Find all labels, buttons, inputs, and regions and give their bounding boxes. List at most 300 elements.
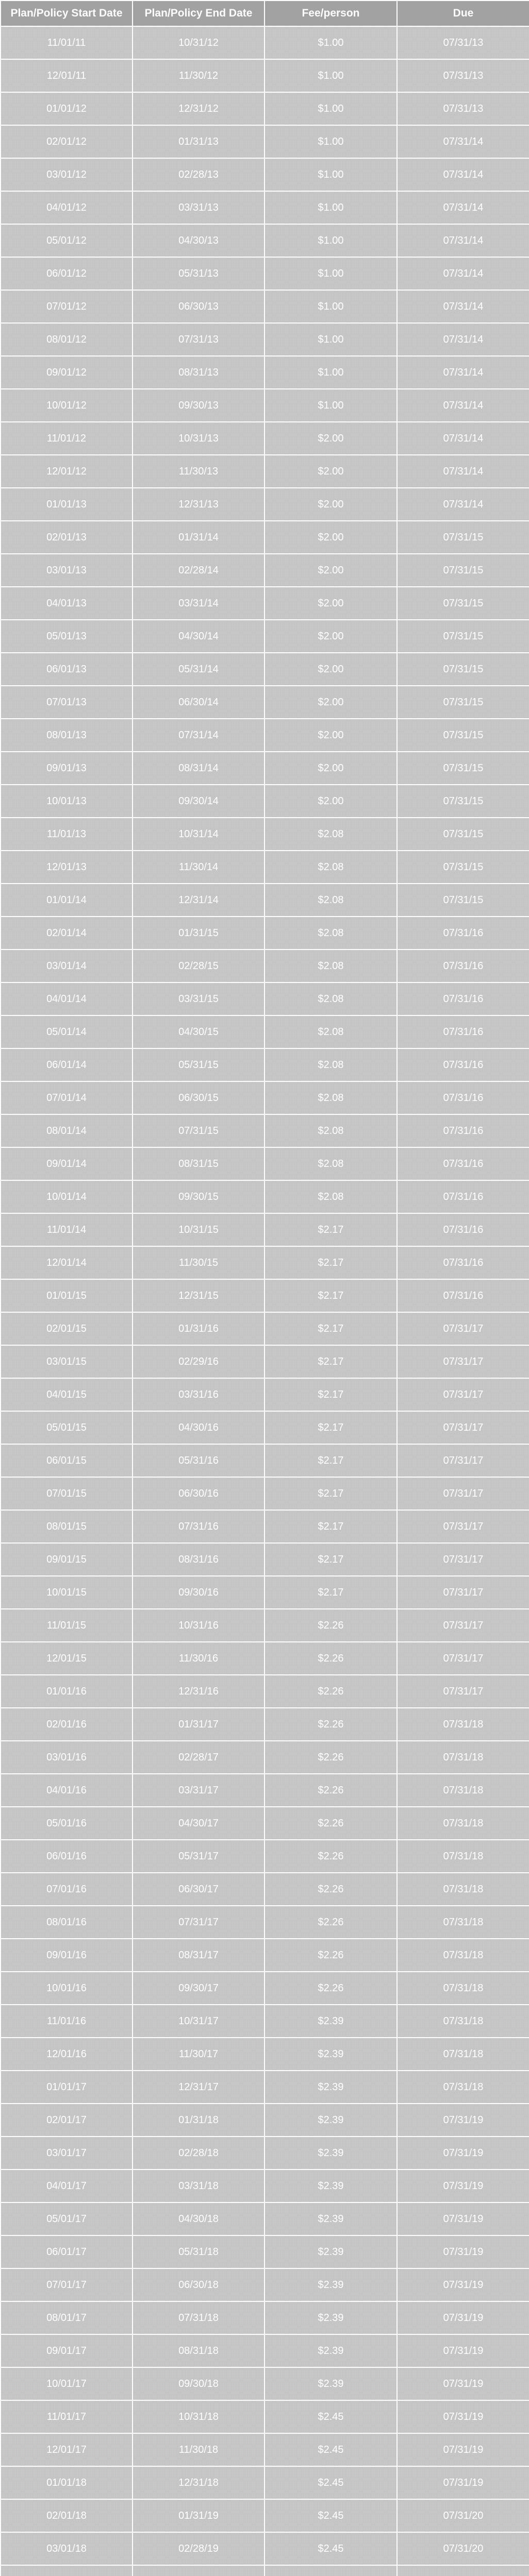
end-date-cell: 10/31/18 — [133, 2400, 264, 2433]
end-date-cell: 07/31/16 — [133, 1510, 264, 1543]
due-cell: 07/31/16 — [397, 917, 529, 950]
start-date-cell: 03/01/18 — [1, 2532, 133, 2565]
start-date-cell: 04/01/16 — [1, 1774, 133, 1807]
end-date-cell: 09/30/14 — [133, 785, 264, 818]
fee-cell: $2.26 — [264, 1939, 397, 1972]
end-date-cell: 04/30/13 — [133, 224, 264, 257]
start-date-cell: 05/01/13 — [1, 620, 133, 653]
start-date-cell: 12/01/16 — [1, 2038, 133, 2071]
fee-cell: $2.08 — [264, 1180, 397, 1213]
fee-cell: $2.08 — [264, 917, 397, 950]
end-date-cell: 08/31/17 — [133, 1939, 264, 1972]
start-date-cell: 01/01/12 — [1, 92, 133, 125]
end-date-cell: 03/31/14 — [133, 587, 264, 620]
start-date-cell: 11/01/16 — [1, 2005, 133, 2038]
due-cell: 07/31/14 — [397, 290, 529, 323]
end-date-cell: 02/28/19 — [133, 2532, 264, 2565]
end-date-cell: 07/31/15 — [133, 1114, 264, 1147]
end-date-cell: 05/31/15 — [133, 1048, 264, 1081]
table-row — [1, 1081, 529, 1114]
due-cell: 07/31/14 — [397, 224, 529, 257]
start-date-cell: 08/01/12 — [1, 323, 133, 356]
fee-cell: $2.17 — [264, 1477, 397, 1510]
end-date-cell: 05/31/14 — [133, 653, 264, 686]
table-row — [1, 2532, 529, 2565]
end-date-cell: 02/29/16 — [133, 1345, 264, 1378]
due-cell: 07/31/15 — [397, 587, 529, 620]
end-date-cell: 04/30/16 — [133, 1411, 264, 1444]
start-date-cell: 01/01/14 — [1, 884, 133, 917]
start-date-cell: 12/01/13 — [1, 851, 133, 884]
end-date-cell: 12/31/14 — [133, 884, 264, 917]
end-date-cell: 04/30/18 — [133, 2202, 264, 2235]
table-row — [1, 1741, 529, 1774]
due-cell: 07/31/19 — [397, 2301, 529, 2334]
start-date-cell: 09/01/13 — [1, 752, 133, 785]
end-date-cell: 01/31/17 — [133, 1708, 264, 1741]
start-date-cell: 06/01/15 — [1, 1444, 133, 1477]
table-row — [1, 158, 529, 191]
end-date-cell: 07/31/17 — [133, 1906, 264, 1939]
start-date-cell: 09/01/16 — [1, 1939, 133, 1972]
fee-cell: $2.45 — [264, 2400, 397, 2433]
end-date-cell: 01/31/16 — [133, 1312, 264, 1345]
fee-cell: $2.26 — [264, 1741, 397, 1774]
end-date-cell: 02/28/18 — [133, 2137, 264, 2170]
end-date-cell: 06/30/16 — [133, 1477, 264, 1510]
table-row — [1, 1642, 529, 1675]
end-date-cell: 01/31/19 — [133, 2499, 264, 2532]
start-date-cell: 08/01/17 — [1, 2301, 133, 2334]
start-date-cell: 07/01/15 — [1, 1477, 133, 1510]
fee-cell: $1.00 — [264, 191, 397, 224]
fee-cell: $2.17 — [264, 1444, 397, 1477]
end-date-cell: 09/30/16 — [133, 1576, 264, 1609]
table-row — [1, 191, 529, 224]
table-row — [1, 982, 529, 1015]
due-cell: 07/31/19 — [397, 2268, 529, 2301]
due-cell: 07/31/18 — [397, 1840, 529, 1873]
table-row — [1, 1114, 529, 1147]
end-date-cell: 12/31/15 — [133, 1279, 264, 1312]
fee-cell: $2.26 — [264, 1972, 397, 2005]
table-header — [1, 1, 529, 26]
start-date-cell: 03/01/15 — [1, 1345, 133, 1378]
due-cell: 07/31/14 — [397, 455, 529, 488]
fee-cell: $2.17 — [264, 1213, 397, 1246]
end-date-cell: 01/31/15 — [133, 917, 264, 950]
table-row — [1, 917, 529, 950]
due-cell: 07/31/17 — [397, 1576, 529, 1609]
end-date-cell: 05/31/17 — [133, 1840, 264, 1873]
fee-cell: $2.00 — [264, 719, 397, 752]
start-date-cell: 04/01/13 — [1, 587, 133, 620]
fee-cell: $2.08 — [264, 982, 397, 1015]
table-row — [1, 2499, 529, 2532]
fee-cell: $2.26 — [264, 1774, 397, 1807]
fee-cell: $2.17 — [264, 1279, 397, 1312]
due-cell: 07/31/18 — [397, 2005, 529, 2038]
fee-cell: $2.45 — [264, 2532, 397, 2565]
end-date-cell: 04/30/15 — [133, 1015, 264, 1048]
table-row — [1, 620, 529, 653]
start-date-cell: 11/01/13 — [1, 818, 133, 851]
fee-cell: $1.00 — [264, 257, 397, 290]
start-date-cell: 06/01/13 — [1, 653, 133, 686]
end-date-cell: 09/30/17 — [133, 1972, 264, 2005]
start-date-cell: 11/01/14 — [1, 1213, 133, 1246]
table-row — [1, 455, 529, 488]
fee-cell: $2.00 — [264, 620, 397, 653]
start-date-cell: 08/01/13 — [1, 719, 133, 752]
end-date-cell: 06/30/17 — [133, 1873, 264, 1906]
due-cell: 07/31/16 — [397, 1048, 529, 1081]
start-date-cell: 03/01/13 — [1, 554, 133, 587]
start-date-cell: 09/01/12 — [1, 356, 133, 389]
table-row — [1, 2235, 529, 2268]
table-row — [1, 851, 529, 884]
due-cell: 07/31/15 — [397, 521, 529, 554]
due-cell: 07/31/18 — [397, 1774, 529, 1807]
start-date-cell: 07/01/17 — [1, 2268, 133, 2301]
fee-cell: $2.39 — [264, 2104, 397, 2137]
start-date-cell: 08/01/14 — [1, 1114, 133, 1147]
start-date-cell: 05/01/14 — [1, 1015, 133, 1048]
table-row — [1, 1873, 529, 1906]
end-date-cell: 10/31/16 — [133, 1609, 264, 1642]
table-row — [1, 422, 529, 455]
due-cell: 07/31/14 — [397, 389, 529, 422]
end-date-cell: 06/30/14 — [133, 686, 264, 719]
table-row — [1, 521, 529, 554]
end-date-cell: 03/31/13 — [133, 191, 264, 224]
fee-cell: $2.00 — [264, 455, 397, 488]
due-cell: 07/31/16 — [397, 982, 529, 1015]
table-row — [1, 2137, 529, 2170]
table-row — [1, 1345, 529, 1378]
due-cell: 07/31/15 — [397, 719, 529, 752]
table-row — [1, 1840, 529, 1873]
start-date-cell: 10/01/17 — [1, 2367, 133, 2400]
end-date-cell: 11/30/13 — [133, 455, 264, 488]
end-date-cell: 11/30/18 — [133, 2433, 264, 2466]
fee-cell: $2.26 — [264, 1609, 397, 1642]
due-cell: 07/31/16 — [397, 1015, 529, 1048]
fee-cell: $1.00 — [264, 389, 397, 422]
due-cell: 07/31/14 — [397, 323, 529, 356]
due-cell: 07/31/18 — [397, 1708, 529, 1741]
due-cell: 07/31/17 — [397, 1345, 529, 1378]
due-cell: 07/31/15 — [397, 686, 529, 719]
end-date-cell: 11/30/15 — [133, 1246, 264, 1279]
fee-cell: $2.17 — [264, 1345, 397, 1378]
table-row — [1, 1147, 529, 1180]
table-row — [1, 1048, 529, 1081]
table-row — [1, 2071, 529, 2104]
due-cell: 07/31/13 — [397, 26, 529, 59]
due-cell: 07/31/19 — [397, 2433, 529, 2466]
fee-cell: $1.00 — [264, 224, 397, 257]
table-row — [1, 1510, 529, 1543]
start-date-cell: 04/01/12 — [1, 191, 133, 224]
fee-cell: $2.00 — [264, 785, 397, 818]
end-date-cell: 01/31/14 — [133, 521, 264, 554]
fee-cell: $2.39 — [264, 2367, 397, 2400]
due-cell: 07/31/19 — [397, 2367, 529, 2400]
start-date-cell: 02/01/15 — [1, 1312, 133, 1345]
end-date-cell: 04/30/14 — [133, 620, 264, 653]
fee-cell: $1.00 — [264, 290, 397, 323]
due-cell: 07/31/19 — [397, 2202, 529, 2235]
start-date-cell: 10/01/12 — [1, 389, 133, 422]
table-row — [1, 389, 529, 422]
start-date-cell: 07/01/16 — [1, 1873, 133, 1906]
end-date-cell: 10/31/14 — [133, 818, 264, 851]
table-row — [1, 1246, 529, 1279]
due-cell: 07/31/15 — [397, 653, 529, 686]
end-date-cell: 04/30/17 — [133, 1807, 264, 1840]
end-date-cell: 10/31/12 — [133, 26, 264, 59]
fee-cell: $2.39 — [264, 2202, 397, 2235]
end-date-cell: 09/30/15 — [133, 1180, 264, 1213]
table-row — [1, 1675, 529, 1708]
table-row — [1, 1774, 529, 1807]
start-date-cell: 11/01/15 — [1, 1609, 133, 1642]
end-date-cell: 08/31/13 — [133, 356, 264, 389]
header-due: Due — [397, 1, 529, 26]
due-cell: 07/31/18 — [397, 1939, 529, 1972]
due-cell: 07/31/19 — [397, 2170, 529, 2202]
end-date-cell: 01/31/18 — [133, 2104, 264, 2137]
start-date-cell: 08/01/15 — [1, 1510, 133, 1543]
end-date-cell: 02/28/15 — [133, 950, 264, 982]
due-cell: 07/31/18 — [397, 2071, 529, 2104]
fee-cell: $2.26 — [264, 1840, 397, 1873]
table-row — [1, 2565, 529, 2576]
end-date-cell: 06/30/18 — [133, 2268, 264, 2301]
table-row — [1, 554, 529, 587]
table-row — [1, 2334, 529, 2367]
start-date-cell: 02/01/17 — [1, 2104, 133, 2137]
end-date-cell: 11/30/17 — [133, 2038, 264, 2071]
end-date-cell: 11/30/14 — [133, 851, 264, 884]
table-row — [1, 1906, 529, 1939]
fee-cell: $2.39 — [264, 2268, 397, 2301]
due-cell: 07/31/19 — [397, 2400, 529, 2433]
due-cell: 07/31/15 — [397, 884, 529, 917]
fee-cell: $2.39 — [264, 2071, 397, 2104]
end-date-cell: 12/31/16 — [133, 1675, 264, 1708]
table-row — [1, 1312, 529, 1345]
end-date-cell: 12/31/18 — [133, 2466, 264, 2499]
table-row — [1, 2202, 529, 2235]
start-date-cell: 06/01/14 — [1, 1048, 133, 1081]
due-cell: 07/31/17 — [397, 1378, 529, 1411]
due-cell: 07/31/14 — [397, 257, 529, 290]
fee-cell: $2.08 — [264, 1048, 397, 1081]
fee-cell: $1.00 — [264, 125, 397, 158]
start-date-cell: 03/01/12 — [1, 158, 133, 191]
start-date-cell: 09/01/17 — [1, 2334, 133, 2367]
end-date-cell: 10/31/17 — [133, 2005, 264, 2038]
due-cell: 07/31/14 — [397, 356, 529, 389]
start-date-cell: 04/01/15 — [1, 1378, 133, 1411]
table-row — [1, 2400, 529, 2433]
due-cell: 07/31/15 — [397, 620, 529, 653]
due-cell: 07/31/17 — [397, 1543, 529, 1576]
table-row — [1, 1477, 529, 1510]
fee-cell: $2.26 — [264, 1807, 397, 1840]
due-cell: 07/31/16 — [397, 950, 529, 982]
table-row — [1, 818, 529, 851]
header-fee-per-person: Fee/person — [264, 1, 397, 26]
fee-cell: $2.17 — [264, 1378, 397, 1411]
table-row — [1, 587, 529, 620]
table-row — [1, 1444, 529, 1477]
due-cell: 07/31/19 — [397, 2137, 529, 2170]
start-date-cell: 11/01/11 — [1, 26, 133, 59]
fee-cell: $2.17 — [264, 1576, 397, 1609]
start-date-cell: 12/01/14 — [1, 1246, 133, 1279]
fee-cell: $2.26 — [264, 1675, 397, 1708]
due-cell: 07/31/17 — [397, 1312, 529, 1345]
fee-cell: $2.08 — [264, 950, 397, 982]
table-row — [1, 1015, 529, 1048]
end-date-cell: 11/30/12 — [133, 59, 264, 92]
fee-cell: $1.00 — [264, 26, 397, 59]
fee-cell — [264, 2565, 397, 2576]
fee-cell: $2.08 — [264, 818, 397, 851]
end-date-cell: 01/31/13 — [133, 125, 264, 158]
table-row — [1, 1609, 529, 1642]
fee-cell: $2.26 — [264, 1708, 397, 1741]
end-date-cell: 03/31/16 — [133, 1378, 264, 1411]
due-cell: 07/31/14 — [397, 488, 529, 521]
end-date-cell: 03/31/18 — [133, 2170, 264, 2202]
fee-cell: $2.08 — [264, 1114, 397, 1147]
end-date-cell: 09/30/13 — [133, 389, 264, 422]
due-cell: 07/31/18 — [397, 1873, 529, 1906]
table-row — [1, 2104, 529, 2137]
start-date-cell: 02/01/18 — [1, 2499, 133, 2532]
start-date-cell: 12/01/12 — [1, 455, 133, 488]
due-cell: 07/31/19 — [397, 2466, 529, 2499]
fee-cell: $2.17 — [264, 1543, 397, 1576]
start-date-cell: 05/01/16 — [1, 1807, 133, 1840]
fee-cell: $2.08 — [264, 851, 397, 884]
start-date-cell: 10/01/14 — [1, 1180, 133, 1213]
table-row — [1, 26, 529, 59]
table-row — [1, 1543, 529, 1576]
end-date-cell: 12/31/12 — [133, 92, 264, 125]
end-date-cell: 05/31/13 — [133, 257, 264, 290]
table-row — [1, 752, 529, 785]
start-date-cell: 02/01/14 — [1, 917, 133, 950]
table-row — [1, 2005, 529, 2038]
table-row — [1, 257, 529, 290]
fee-cell: $1.00 — [264, 323, 397, 356]
fee-cell: $2.17 — [264, 1312, 397, 1345]
due-cell: 07/31/18 — [397, 2038, 529, 2071]
due-cell: 07/31/15 — [397, 851, 529, 884]
due-cell: 07/31/20 — [397, 2532, 529, 2565]
fee-cell: $2.39 — [264, 2334, 397, 2367]
fee-cell: $1.00 — [264, 59, 397, 92]
due-cell: 07/31/15 — [397, 554, 529, 587]
due-cell: 07/31/15 — [397, 785, 529, 818]
due-cell: 07/31/14 — [397, 158, 529, 191]
fee-cell: $1.00 — [264, 356, 397, 389]
table-row — [1, 653, 529, 686]
fee-cell: $2.08 — [264, 1081, 397, 1114]
fee-cell: $2.45 — [264, 2499, 397, 2532]
end-date-cell: 08/31/14 — [133, 752, 264, 785]
fee-cell: $2.26 — [264, 1906, 397, 1939]
due-cell: 07/31/13 — [397, 92, 529, 125]
due-cell: 07/31/19 — [397, 2334, 529, 2367]
end-date-cell: 02/28/17 — [133, 1741, 264, 1774]
due-cell: 07/31/18 — [397, 1741, 529, 1774]
fee-cell: $2.00 — [264, 422, 397, 455]
table-row — [1, 2038, 529, 2071]
fee-cell: $2.00 — [264, 653, 397, 686]
start-date-cell: 02/01/12 — [1, 125, 133, 158]
table-row — [1, 950, 529, 982]
table-row — [1, 686, 529, 719]
table-row — [1, 224, 529, 257]
fee-cell: $2.17 — [264, 1411, 397, 1444]
table-row — [1, 1708, 529, 1741]
start-date-cell: 01/01/16 — [1, 1675, 133, 1708]
table-row — [1, 2466, 529, 2499]
fee-cell: $2.39 — [264, 2038, 397, 2071]
start-date-cell: 03/01/14 — [1, 950, 133, 982]
fee-cell: $2.39 — [264, 2005, 397, 2038]
fee-cell: $1.00 — [264, 158, 397, 191]
table-row — [1, 1576, 529, 1609]
start-date-cell — [1, 2565, 133, 2576]
table-row — [1, 1180, 529, 1213]
start-date-cell: 02/01/16 — [1, 1708, 133, 1741]
end-date-cell: 07/31/14 — [133, 719, 264, 752]
due-cell: 07/31/15 — [397, 752, 529, 785]
fee-cell: $2.26 — [264, 1873, 397, 1906]
table-body — [1, 26, 529, 2576]
fee-cell: $2.08 — [264, 1015, 397, 1048]
fee-cell: $2.00 — [264, 554, 397, 587]
due-cell: 07/31/16 — [397, 1279, 529, 1312]
fee-cell: $2.39 — [264, 2137, 397, 2170]
end-date-cell: 08/31/18 — [133, 2334, 264, 2367]
end-date-cell: 02/28/14 — [133, 554, 264, 587]
table-row — [1, 1378, 529, 1411]
due-cell: 07/31/13 — [397, 59, 529, 92]
table-row — [1, 884, 529, 917]
start-date-cell: 05/01/15 — [1, 1411, 133, 1444]
start-date-cell: 01/01/17 — [1, 2071, 133, 2104]
end-date-cell — [133, 2565, 264, 2576]
start-date-cell: 01/01/13 — [1, 488, 133, 521]
fee-cell: $2.45 — [264, 2466, 397, 2499]
start-date-cell: 01/01/15 — [1, 1279, 133, 1312]
end-date-cell: 07/31/18 — [133, 2301, 264, 2334]
table-row — [1, 1213, 529, 1246]
table-row — [1, 125, 529, 158]
due-cell: 07/31/18 — [397, 1807, 529, 1840]
table-row — [1, 719, 529, 752]
end-date-cell: 10/31/15 — [133, 1213, 264, 1246]
table-row — [1, 92, 529, 125]
